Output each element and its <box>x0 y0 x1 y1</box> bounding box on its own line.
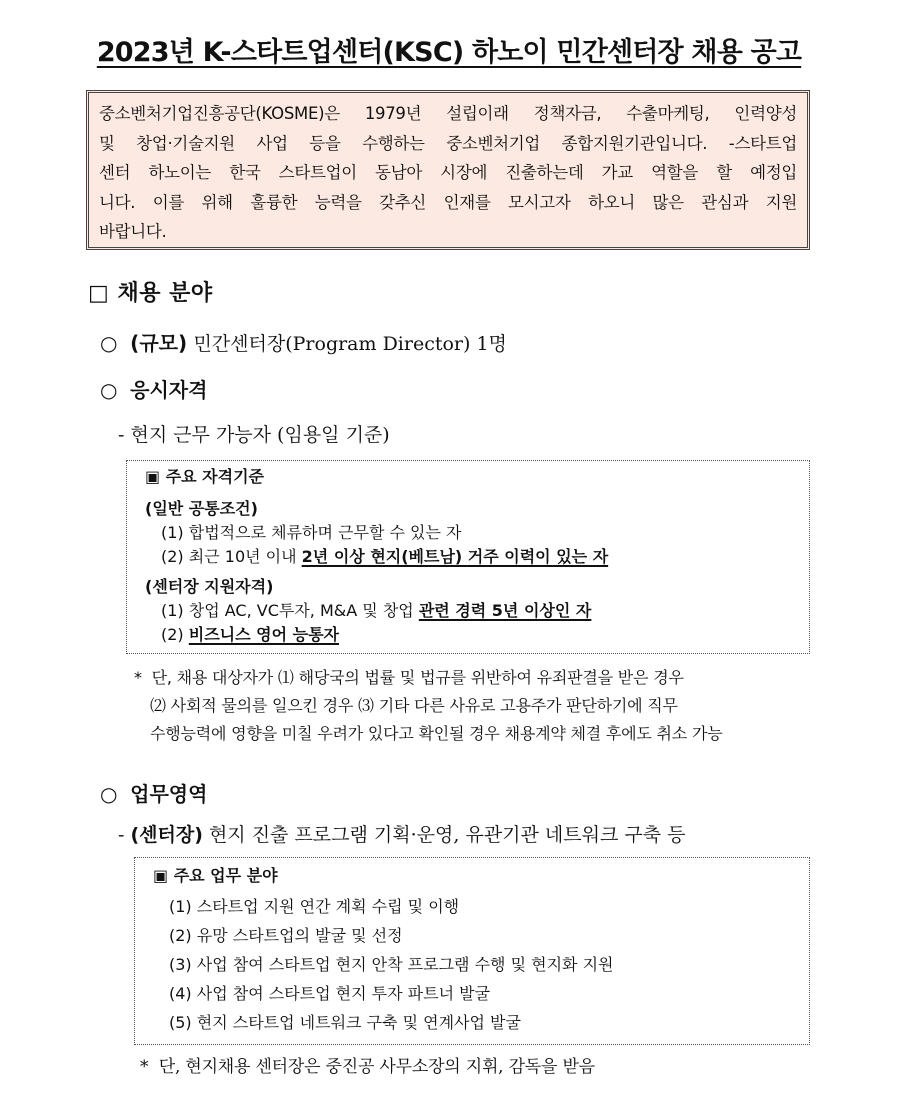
item-text: 창업 AC, VC투자, M&A 및 창업 <box>188 601 419 620</box>
general-conditions-heading: (일반 공통조건) <box>145 499 258 518</box>
work-area-row <box>100 778 207 807</box>
item-number: (2) <box>161 547 184 566</box>
intro-line: 바랍니다. <box>99 222 167 241</box>
asterisk-icon: * <box>140 1057 149 1077</box>
item-emphasis: 2년 이상 현지(베트남) 거주 이력이 있는 자 <box>301 547 609 566</box>
qualification-row <box>100 374 207 403</box>
note-line <box>134 664 722 692</box>
list-item <box>153 921 791 950</box>
duties-box-title: ▣ 주요 업무 분야 <box>153 866 278 885</box>
qualification-note <box>134 664 722 748</box>
dash-icon: - <box>118 824 125 846</box>
list-item <box>145 521 791 545</box>
intro-line: 니다. 이를 위해 훌륭한 능력을 갖추신 인재를 모시고자 하오니 많은 관심과 지원 <box>99 192 797 212</box>
item-text: 합법적으로 체류하며 근무할 수 있는 자 <box>188 523 462 542</box>
item-number: (4) <box>169 984 192 1003</box>
criteria-box-title: ▣ 주요 자격기준 <box>145 467 264 486</box>
item-emphasis: 관련 경력 5년 이상인 자 <box>418 601 592 620</box>
scale-row <box>100 327 507 356</box>
work-duties-box <box>134 857 810 1045</box>
note-line: ⑵ 사회적 물의를 일으킨 경우 ⑶ 기타 다른 사유로 고용주가 판단하기에 직무 <box>150 696 678 715</box>
intro-line: 중소벤처기업진흥공단(KOSME)은 1979년 설립이래 정책자금, 수출마케팅, 인력양성 <box>99 104 797 123</box>
item-text: 사업 참여 스타트업 현지 투자 파트너 발굴 <box>196 984 491 1003</box>
item-text: 현지 스타트업 네트워크 구축 및 연계사업 발굴 <box>196 1013 521 1032</box>
item-number: (1) <box>161 523 184 542</box>
work-sub-label: (센터장) <box>130 824 203 846</box>
item-emphasis: 비즈니스 영어 능통자 <box>188 625 340 644</box>
item-number: (2) <box>161 625 184 644</box>
circle-bullet-icon: ○ <box>100 331 118 355</box>
asterisk-icon: * <box>134 668 142 687</box>
intro-line: 센터 하노이는 한국 스타트업이 동남아 시장에 진출하는데 가교 역할을 할 예정입 <box>99 163 797 182</box>
item-number: (1) <box>169 897 192 916</box>
note-text: 단, 채용 대상자가 ⑴ 해당국의 법률 및 법규를 위반하여 유죄판결을 받은 경우 <box>151 668 684 687</box>
list-item <box>153 892 791 921</box>
qualification-sub: - 현지 근무 가능자 (임용일 기준) <box>118 424 390 446</box>
section-heading-recruitment: □ 채용 분야 <box>88 281 213 306</box>
note-text: 단, 현지채용 센터장은 중진공 사무소장의 지휘, 감독을 받음 <box>158 1057 595 1077</box>
list-item <box>145 623 791 647</box>
item-text: 스타트업 지원 연간 계획 수립 및 이행 <box>196 897 460 916</box>
item-text: 유망 스타트업의 발굴 및 선정 <box>196 926 403 945</box>
list-item <box>153 979 791 1008</box>
item-text: 사업 참여 스타트업 현지 안착 프로그램 수행 및 현지화 지원 <box>196 955 614 974</box>
qualification-criteria-box <box>126 460 810 654</box>
work-sub-text: 현지 진출 프로그램 기획·운영, 유관기관 네트워크 구축 등 <box>208 824 686 846</box>
list-item <box>145 599 791 623</box>
list-item <box>153 950 791 979</box>
circle-bullet-icon: ○ <box>100 378 118 402</box>
qualification-label: 응시자격 <box>130 378 208 402</box>
intro-box <box>86 90 810 250</box>
circle-bullet-icon: ○ <box>100 782 118 806</box>
item-number: (1) <box>161 601 184 620</box>
note-line: 수행능력에 영향을 미칠 우려가 있다고 확인될 경우 채용계약 체결 후에도 취소 가능 <box>150 724 723 743</box>
intro-line: 및 창업·기술지원 사업 등을 수행하는 중소벤처기업 종합지원기관입니다. -스타트업 <box>99 133 797 153</box>
work-note <box>140 1053 595 1081</box>
list-item <box>153 1008 791 1037</box>
item-number: (3) <box>169 955 192 974</box>
scale-text: 민간센터장(Program Director) 1명 <box>193 333 507 355</box>
item-text: 최근 10년 이내 <box>188 547 302 566</box>
page-title: 2023년 K-스타트업센터(KSC) 하노이 민간센터장 채용 공고 <box>96 37 802 68</box>
item-number: (5) <box>169 1013 192 1032</box>
director-qualification-heading: (센터장 지원자격) <box>145 577 274 596</box>
scale-label: (규모) <box>130 331 188 355</box>
item-number: (2) <box>169 926 192 945</box>
work-area-label: 업무영역 <box>130 782 208 806</box>
work-area-sub <box>118 820 685 847</box>
list-item <box>145 545 791 569</box>
